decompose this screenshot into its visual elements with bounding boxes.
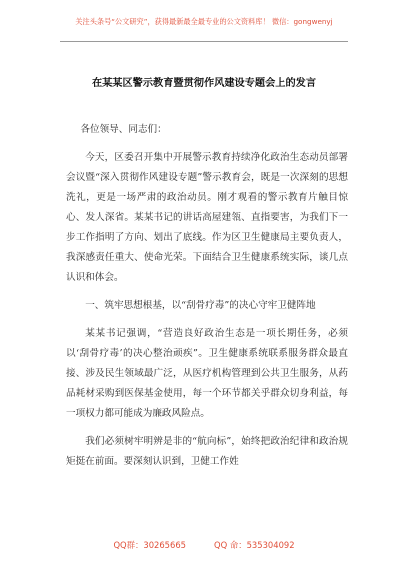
section-heading-1: 一、筑牢思想根基，以“刮骨疗毒”的决心守牢卫健阵地 bbox=[85, 300, 316, 311]
paragraph-body-1: 某某书记强调，“营造良好政治生态是一项长期任务，必须以‘刮骨疗毒’的决心整治顽疾”。卫生健康系统联系服务群众最直接、涉及民生领域最广泛，从医疗机构管理到公共卫生服务，从药品耗材采购到医保基金使用，每一个环节都关乎群众切身利益，每一项权力都可能成为廉政风险点。 bbox=[66, 328, 348, 419]
paragraph-body-2: 我们必须树牢明辨是非的“航向标”，始终把政治纪律和政治规矩挺在前面。要深刻认识到，卫健工作姓 bbox=[66, 436, 348, 467]
document-body bbox=[66, 120, 348, 472]
paragraph-intro: 今天，区委召开集中开展警示教育持续净化政治生态动员部署会议暨“深入贯彻作风建设专题”警示教育会，既是一次深刻的思想洗礼，更是一场严肃的政治动员。刚才观看的警示教育片触目惊心、发人深省。某某书记的讲话高屋建瓴、直指要害，为我们下一步工作指明了方向、划出了底线。作为区卫生健康局主要负责人，我深感责任重大、使命光荣。下面结合卫生健康系统实际，谈几点认识和体会。 bbox=[66, 152, 348, 283]
header-banner: 关注头条号“公文研究”，获得最新最全最专业的公文资料库！ 微信：gongwenyj bbox=[75, 17, 333, 26]
footer-qq-number: QQ 命：535304092 bbox=[214, 540, 295, 550]
header-divider bbox=[60, 41, 348, 42]
document-title: 在某某区警示教育暨贯彻作风建设专题会上的发言 bbox=[91, 78, 317, 89]
footer-contact bbox=[0, 539, 408, 551]
footer-qq-group: QQ群：30265665 bbox=[113, 540, 186, 550]
salutation: 各位领导、同志们： bbox=[80, 124, 167, 135]
